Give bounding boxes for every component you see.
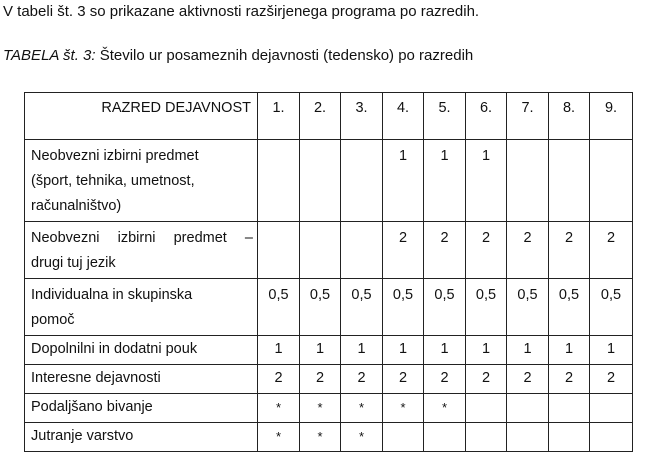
value-cell: 2	[341, 365, 383, 394]
value-cell: 2	[549, 222, 590, 279]
value-cell	[466, 423, 507, 452]
value-cell: 1	[590, 336, 633, 365]
row-label-line: Podaljšano bivanje	[31, 399, 153, 415]
row-label-line: (šport, tehnika, umetnost,	[31, 173, 195, 189]
value-cell: 1	[507, 336, 549, 365]
value-cell: 0,5	[590, 279, 633, 336]
value-cell: 2	[507, 222, 549, 279]
value-cell: *	[424, 394, 466, 423]
grade-header: 3.	[341, 93, 383, 140]
row-label-line: pomoč	[31, 312, 75, 328]
value-cell: 0,5	[258, 279, 300, 336]
value-cell: 0,5	[300, 279, 341, 336]
value-cell	[466, 394, 507, 423]
value-cell: 1	[300, 336, 341, 365]
row-label-line: Dopolnilni in dodatni pouk	[31, 341, 198, 357]
caption-text: Število ur posameznih dejavnosti (tedensko) po razredih	[95, 47, 474, 64]
value-cell: 1	[424, 140, 466, 222]
value-cell: 1	[383, 336, 424, 365]
table-row	[25, 394, 633, 423]
value-cell: 0,5	[383, 279, 424, 336]
caption-label: TABELA št. 3:	[3, 47, 96, 64]
grade-header: 8.	[549, 93, 590, 140]
row-label	[25, 336, 258, 365]
row-label	[25, 423, 258, 452]
value-cell	[549, 140, 590, 222]
value-cell	[507, 423, 549, 452]
grade-header: 6.	[466, 93, 507, 140]
value-cell: 1	[424, 336, 466, 365]
value-cell: 0,5	[549, 279, 590, 336]
value-cell	[258, 222, 300, 279]
table-row	[25, 279, 633, 336]
value-cell: 2	[424, 365, 466, 394]
row-label	[25, 279, 258, 336]
table-caption	[3, 46, 473, 66]
value-cell	[341, 222, 383, 279]
value-cell	[300, 140, 341, 222]
value-cell	[549, 423, 590, 452]
table-row	[25, 336, 633, 365]
grade-header: 9.	[590, 93, 633, 140]
row-label	[25, 222, 258, 279]
value-cell	[590, 394, 633, 423]
row-label-line: Neobvezni izbirni predmet	[31, 148, 199, 164]
grade-header: 4.	[383, 93, 424, 140]
value-cell: 0,5	[341, 279, 383, 336]
grade-header: 1.	[258, 93, 300, 140]
row-label-line: Jutranje varstvo	[31, 428, 134, 444]
value-cell: *	[341, 423, 383, 452]
value-cell: 0,5	[424, 279, 466, 336]
value-cell	[341, 140, 383, 222]
value-cell: 1	[466, 336, 507, 365]
table-row	[25, 365, 633, 394]
activities-table	[24, 92, 633, 452]
value-cell: 2	[258, 365, 300, 394]
value-cell: *	[383, 394, 424, 423]
value-cell: *	[258, 423, 300, 452]
row-label	[25, 365, 258, 394]
value-cell	[590, 423, 633, 452]
value-cell	[424, 423, 466, 452]
value-cell: 1	[549, 336, 590, 365]
value-cell	[383, 423, 424, 452]
value-cell: 2	[424, 222, 466, 279]
table-header-row	[25, 93, 633, 140]
value-cell	[300, 222, 341, 279]
value-cell	[258, 140, 300, 222]
value-cell: 1	[383, 140, 424, 222]
row-label-line: Individualna in skupinska	[31, 287, 193, 303]
value-cell	[507, 394, 549, 423]
value-cell: 2	[590, 222, 633, 279]
value-cell: 1	[341, 336, 383, 365]
value-cell: 2	[466, 365, 507, 394]
row-label-line: Neobvezni izbirni predmet –	[31, 230, 253, 246]
intro-paragraph: V tabeli št. 3 so prikazane aktivnosti razširjenega programa po razredih.	[3, 3, 480, 20]
row-label-line: računalništvo)	[31, 198, 122, 214]
table-row	[25, 222, 633, 279]
grade-header: 7.	[507, 93, 549, 140]
value-cell: 1	[466, 140, 507, 222]
value-cell: 2	[383, 365, 424, 394]
grade-header: 5.	[424, 93, 466, 140]
value-cell: 2	[507, 365, 549, 394]
row-label-line: drugi tuj jezik	[31, 255, 116, 271]
value-cell: 2	[466, 222, 507, 279]
value-cell: *	[258, 394, 300, 423]
value-cell	[507, 140, 549, 222]
value-cell: 2	[383, 222, 424, 279]
header-label-cell: RAZRED DEJAVNOST	[25, 93, 258, 140]
row-label-line: Interesne dejavnosti	[31, 370, 161, 386]
table-row	[25, 423, 633, 452]
table-row	[25, 140, 633, 222]
grade-header: 2.	[300, 93, 341, 140]
value-cell: *	[300, 423, 341, 452]
value-cell: 1	[258, 336, 300, 365]
value-cell: 2	[300, 365, 341, 394]
value-cell	[590, 140, 633, 222]
row-label	[25, 140, 258, 222]
value-cell: 0,5	[507, 279, 549, 336]
value-cell: *	[341, 394, 383, 423]
value-cell: *	[300, 394, 341, 423]
row-label	[25, 394, 258, 423]
value-cell: 0,5	[466, 279, 507, 336]
value-cell	[549, 394, 590, 423]
value-cell: 2	[590, 365, 633, 394]
value-cell: 2	[549, 365, 590, 394]
